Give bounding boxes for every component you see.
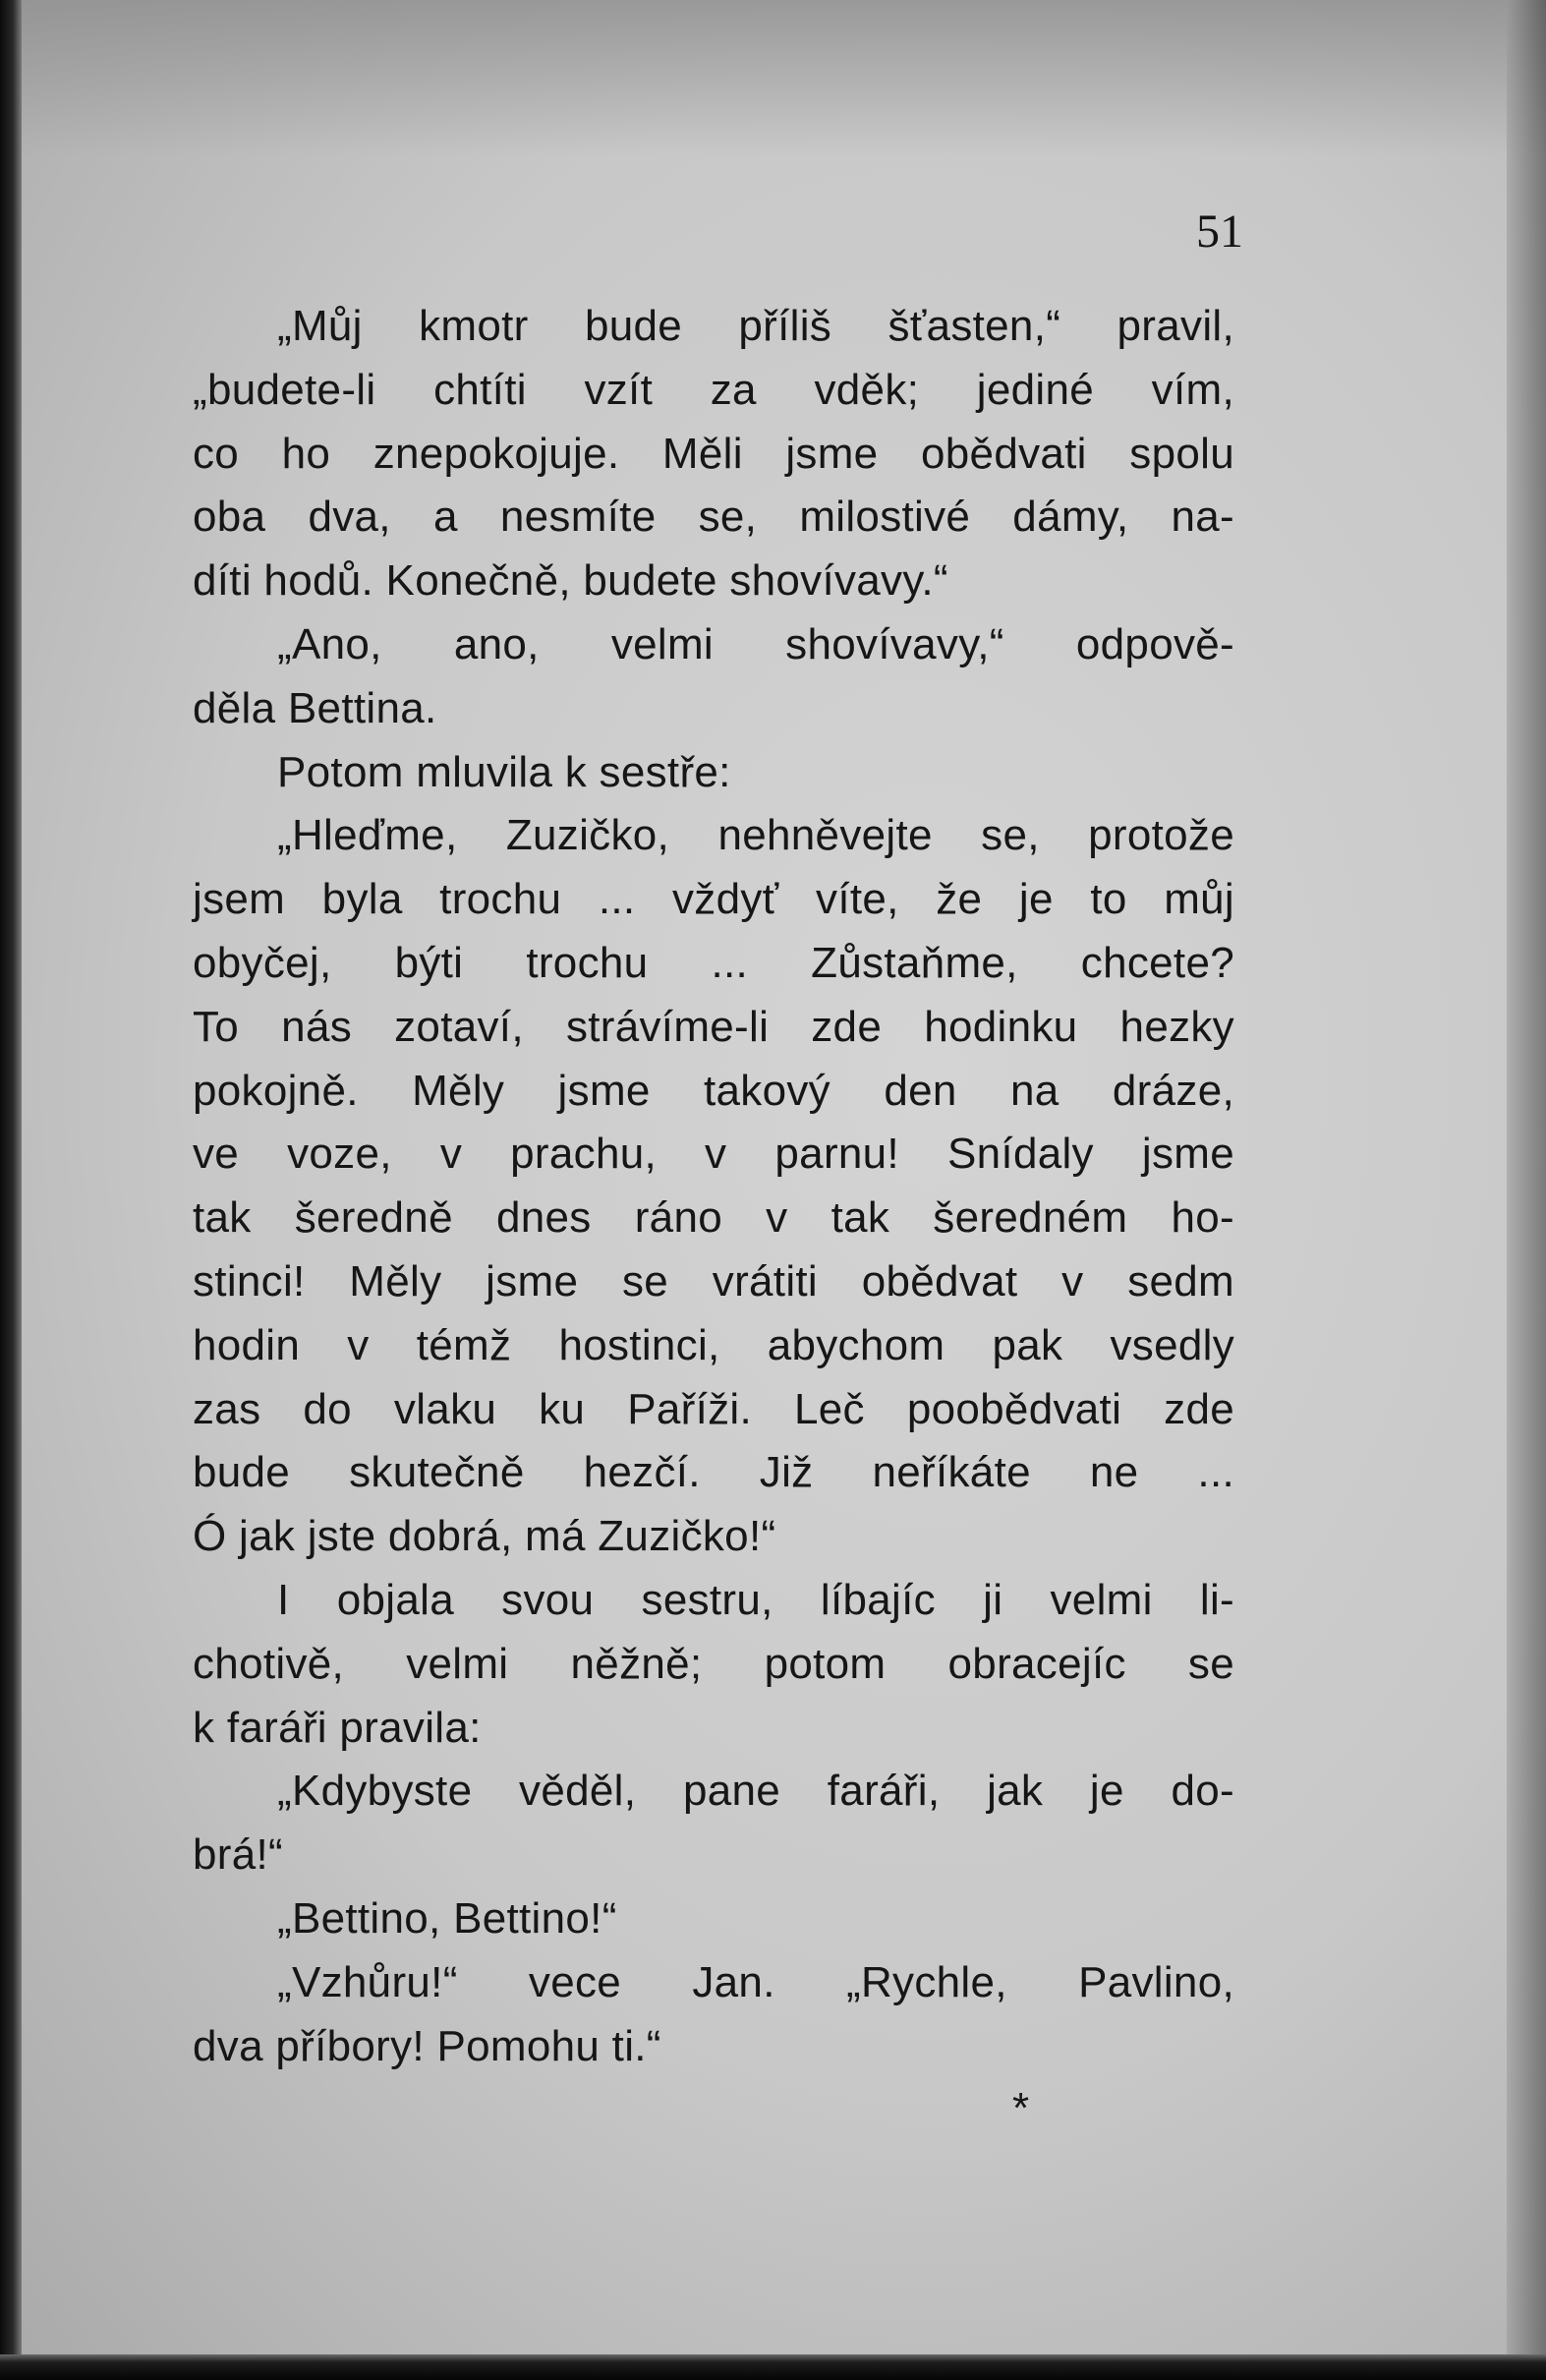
text-line: bude skutečně hezčí. Již neříkáte ne ... [193,1448,1234,1497]
body-text [193,295,1234,2078]
text-line: To nás zotaví, strávíme-li zde hodinku hezky [193,1002,1234,1051]
text-line: děla Bettina. [193,683,437,732]
text-line: „Kdybyste věděl, pane faráři, jak je do- [277,1767,1234,1816]
scan-edge-left [0,0,22,2380]
text-line: tak šeredně dnes ráno v tak šeredném ho- [193,1193,1234,1243]
text-line: „budete-li chtíti vzít za vděk; jediné vím, [193,365,1234,414]
text-line: díti hodů. Konečně, budete shovívavy.“ [193,556,948,606]
text-line: I objala svou sestru, líbajíc ji velmi li- [277,1575,1234,1624]
text-line: „Ano, ano, velmi shovívavy,“ odpově- [277,619,1234,668]
text-line: „Můj kmotr bude příliš šťasten,“ pravil, [277,302,1234,350]
text-line: ve voze, v prachu, v parnu! Snídaly jsme [193,1130,1234,1179]
text-line: Ó jak jste dobrá, má Zuzičko!“ [193,1512,776,1561]
text-line: brá!“ [193,1830,283,1880]
text-line: „Vzhůru!“ vece Jan. „Rychle, Pavlino, [277,1957,1234,2006]
text-line: jsem byla trochu ... vždyť víte, že je to můj [193,875,1234,924]
text-line: obyčej, býti trochu ... Zůstaňme, chcete? [193,938,1234,987]
scan-shadow-right [1507,0,1546,2380]
scan-edge-bottom [0,2354,1546,2380]
text-line: co ho znepokojuje. Měli jsme obědvati spolu [193,429,1234,478]
text-line: „Hleďme, Zuzičko, nehněvejte se, protože [277,811,1234,860]
text-line: zas do vlaku ku Paříži. Leč poobědvati zde [193,1384,1234,1433]
text-line: stinci! Měly jsme se vrátiti obědvat v sedm [193,1256,1234,1306]
text-line: „Bettino, Bettino!“ [277,1893,617,1943]
page-number: 51 [1196,205,1243,258]
text-line: oba dva, a nesmíte se, milostivé dámy, na- [193,493,1234,542]
text-line: k faráři pravila: [193,1703,482,1752]
scan-shadow-top [0,0,1546,157]
text-line: dva příbory! Pomohu ti.“ [193,2021,661,2070]
text-line: chotivě, velmi něžně; potom obracejíc se [193,1639,1234,1688]
text-line: pokojně. Měly jsme takový den na dráze, [193,1066,1234,1115]
text-line: Potom mluvila k sestře: [277,747,731,796]
section-asterisk: * [1012,2084,1030,2132]
text-line: hodin v témž hostinci, abychom pak vsedly [193,1320,1234,1369]
